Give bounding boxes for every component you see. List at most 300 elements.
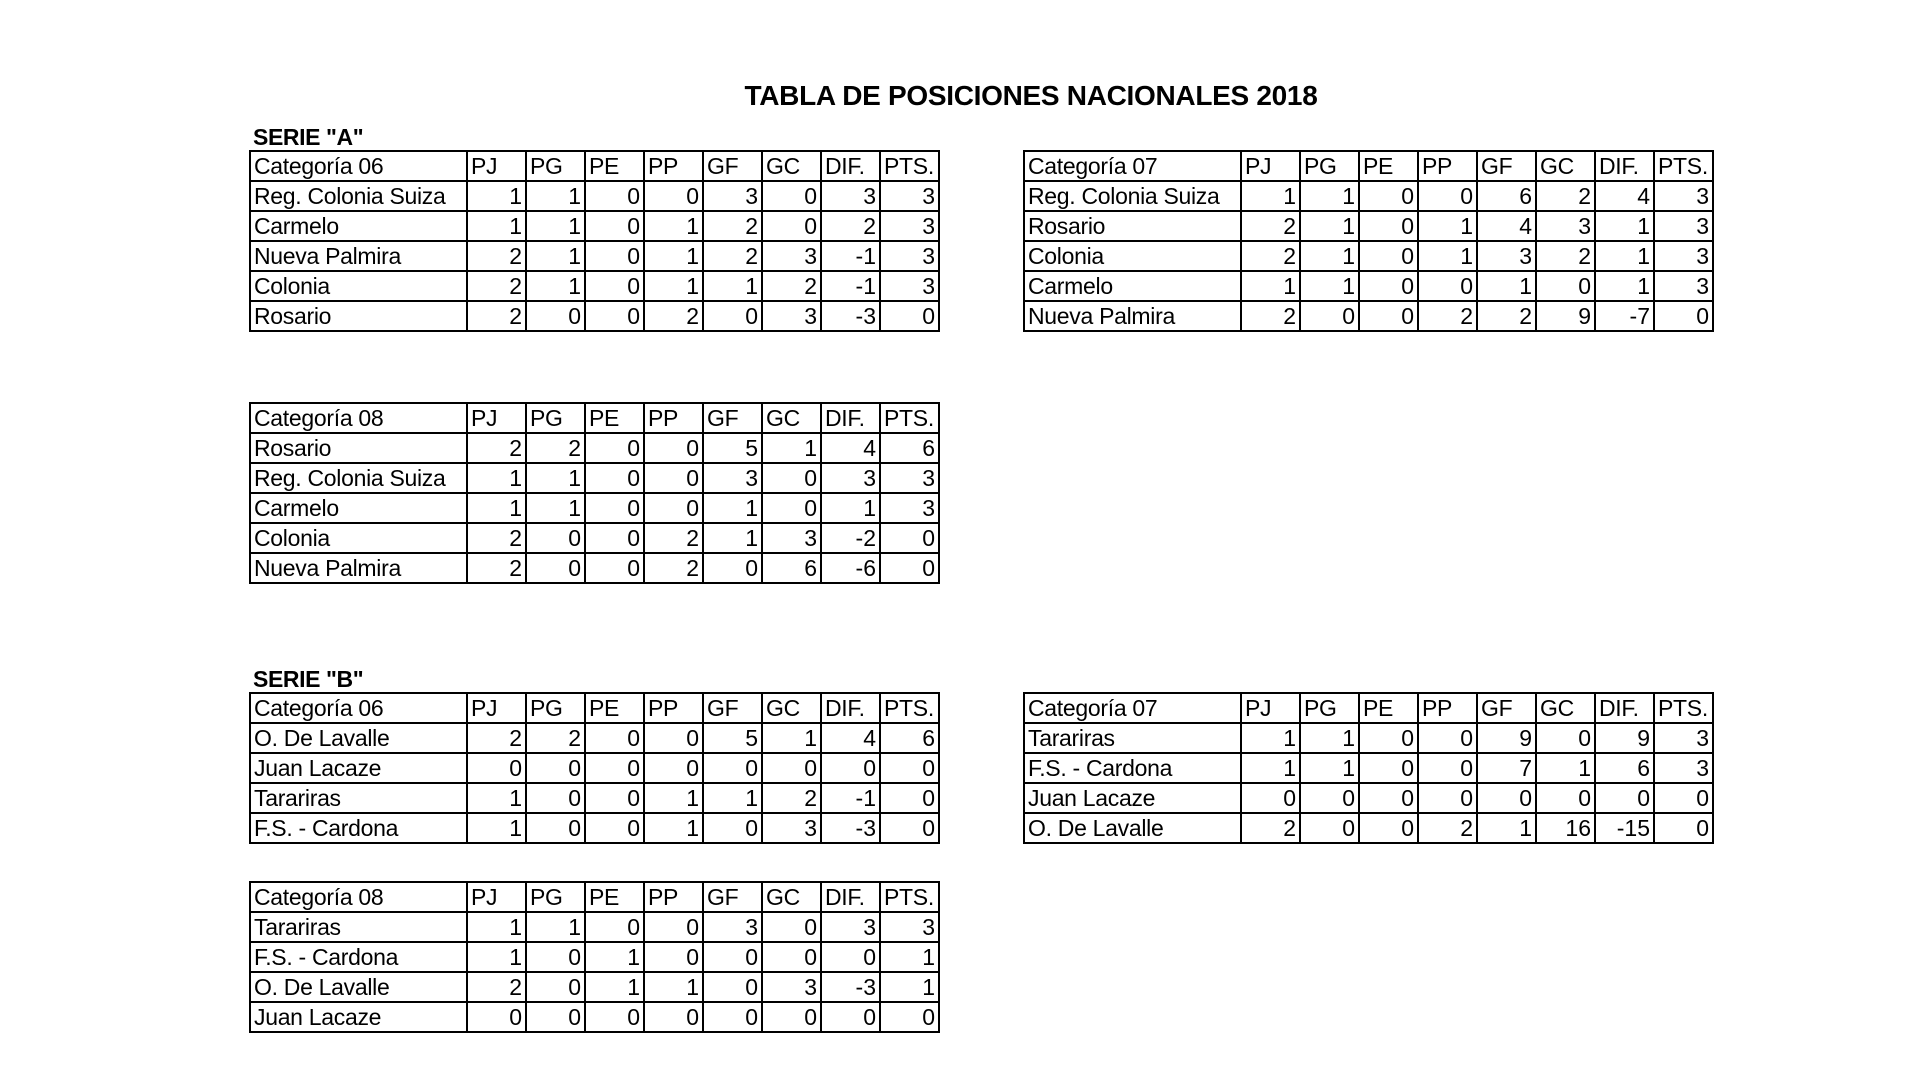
stat-cell: 1 — [644, 241, 703, 271]
stat-cell: 1 — [526, 211, 585, 241]
stat-cell: 2 — [526, 433, 585, 463]
stat-cell: 3 — [1477, 241, 1536, 271]
stat-cell: -1 — [821, 241, 880, 271]
team-name: Reg. Colonia Suiza — [1024, 181, 1241, 211]
stat-cell: 0 — [644, 942, 703, 972]
stat-cell: 1 — [1241, 723, 1300, 753]
stat-cell: 0 — [585, 301, 644, 331]
stat-cell: 3 — [1654, 753, 1713, 783]
column-header: GF — [703, 693, 762, 723]
stat-cell: 0 — [1418, 723, 1477, 753]
stat-cell: 1 — [1595, 241, 1654, 271]
stat-cell: 1 — [585, 972, 644, 1002]
stat-cell: 0 — [1654, 783, 1713, 813]
stat-cell: 0 — [1536, 783, 1595, 813]
column-header: PJ — [467, 403, 526, 433]
column-header: PG — [526, 882, 585, 912]
column-header: DIF. — [821, 151, 880, 181]
stat-cell: 6 — [880, 433, 939, 463]
stat-cell: 3 — [1536, 211, 1595, 241]
stat-cell: 0 — [1359, 211, 1418, 241]
stat-cell: 2 — [467, 553, 526, 583]
stat-cell: 0 — [762, 1002, 821, 1032]
stat-cell: 6 — [880, 723, 939, 753]
stat-cell: 0 — [703, 553, 762, 583]
team-name: O. De Lavalle — [1024, 813, 1241, 843]
column-header: PP — [644, 693, 703, 723]
team-name: Colonia — [1024, 241, 1241, 271]
stat-cell: 0 — [762, 912, 821, 942]
stat-cell: 0 — [1300, 301, 1359, 331]
stat-cell: 0 — [1595, 783, 1654, 813]
stat-cell: 2 — [821, 211, 880, 241]
stat-cell: -2 — [821, 523, 880, 553]
column-header: PP — [1418, 151, 1477, 181]
column-header: PTS. — [1654, 151, 1713, 181]
stat-cell: 3 — [821, 912, 880, 942]
column-header: GF — [703, 151, 762, 181]
table-row — [250, 493, 939, 523]
column-header: PTS. — [1654, 693, 1713, 723]
category-header: Categoría 08 — [250, 403, 467, 433]
stat-cell: 0 — [526, 1002, 585, 1032]
stat-cell: 9 — [1536, 301, 1595, 331]
standings-table-serie-b-cat-07 — [1023, 692, 1714, 844]
stat-cell: 0 — [644, 723, 703, 753]
stat-cell: 1 — [703, 783, 762, 813]
team-name: F.S. - Cardona — [1024, 753, 1241, 783]
stat-cell: 0 — [1654, 301, 1713, 331]
stat-cell: 0 — [585, 1002, 644, 1032]
stat-cell: 0 — [880, 753, 939, 783]
stat-cell: 0 — [703, 753, 762, 783]
stat-cell: 1 — [644, 972, 703, 1002]
table-row — [250, 523, 939, 553]
stat-cell: 1 — [467, 942, 526, 972]
stat-cell: 2 — [644, 523, 703, 553]
team-name: Colonia — [250, 271, 467, 301]
stat-cell: 3 — [1654, 211, 1713, 241]
stat-cell: 1 — [526, 493, 585, 523]
category-header: Categoría 06 — [250, 693, 467, 723]
stat-cell: 1 — [1300, 271, 1359, 301]
stat-cell: 2 — [467, 523, 526, 553]
stat-cell: 2 — [1241, 301, 1300, 331]
page-title-text: TABLA DE POSICIONES NACIONALES 2018 — [744, 80, 1318, 111]
table-row — [1024, 301, 1713, 331]
stat-cell: 3 — [880, 912, 939, 942]
table-row — [250, 181, 939, 211]
stat-cell: 0 — [1359, 301, 1418, 331]
stat-cell: 2 — [467, 972, 526, 1002]
standings-table-serie-b-cat-06 — [249, 692, 940, 844]
stat-cell: 0 — [821, 942, 880, 972]
team-name: Nueva Palmira — [250, 553, 467, 583]
stat-cell: 0 — [762, 211, 821, 241]
table-row — [250, 753, 939, 783]
stat-cell: 0 — [526, 942, 585, 972]
stat-cell: 3 — [1654, 181, 1713, 211]
stat-cell: 1 — [1477, 271, 1536, 301]
column-header: PE — [1359, 693, 1418, 723]
stat-cell: 0 — [585, 912, 644, 942]
stat-cell: 2 — [644, 553, 703, 583]
stat-cell: 0 — [1300, 813, 1359, 843]
team-name: Rosario — [250, 433, 467, 463]
table-row — [1024, 753, 1713, 783]
table-row — [1024, 723, 1713, 753]
stat-cell: 3 — [762, 301, 821, 331]
stat-cell: 1 — [644, 783, 703, 813]
stat-cell: 0 — [1477, 783, 1536, 813]
column-header: DIF. — [821, 693, 880, 723]
stat-cell: 1 — [526, 181, 585, 211]
stat-cell: 1 — [644, 813, 703, 843]
column-header: PTS. — [880, 403, 939, 433]
stat-cell: 0 — [644, 753, 703, 783]
stat-cell: 0 — [526, 783, 585, 813]
stat-cell: 1 — [526, 271, 585, 301]
column-header: PE — [585, 882, 644, 912]
stat-cell: 0 — [1536, 723, 1595, 753]
stat-cell: -15 — [1595, 813, 1654, 843]
serie-a-label: SERIE "A" — [253, 124, 364, 150]
stat-cell: 3 — [821, 463, 880, 493]
team-name: Juan Lacaze — [250, 1002, 467, 1032]
stat-cell: 0 — [1418, 783, 1477, 813]
table-row — [250, 723, 939, 753]
column-header: GF — [1477, 693, 1536, 723]
stat-cell: 0 — [585, 783, 644, 813]
column-header: PP — [644, 151, 703, 181]
team-name: Carmelo — [250, 211, 467, 241]
column-header: PJ — [1241, 693, 1300, 723]
column-header: DIF. — [821, 403, 880, 433]
stat-cell: -3 — [821, 813, 880, 843]
page-title — [0, 80, 1920, 112]
stat-cell: 3 — [762, 241, 821, 271]
stat-cell: 0 — [467, 753, 526, 783]
stat-cell: 0 — [585, 433, 644, 463]
category-header: Categoría 07 — [1024, 693, 1241, 723]
stat-cell: 0 — [585, 813, 644, 843]
stat-cell: 3 — [703, 463, 762, 493]
stat-cell: 0 — [526, 553, 585, 583]
column-header: PE — [585, 151, 644, 181]
stat-cell: 0 — [880, 813, 939, 843]
stat-cell: 1 — [526, 912, 585, 942]
stat-cell: 2 — [1418, 301, 1477, 331]
stat-cell: 1 — [1595, 211, 1654, 241]
team-name: O. De Lavalle — [250, 723, 467, 753]
stat-cell: 0 — [585, 211, 644, 241]
stat-cell: 3 — [880, 241, 939, 271]
stat-cell: 2 — [467, 271, 526, 301]
category-header: Categoría 08 — [250, 882, 467, 912]
column-header: PJ — [1241, 151, 1300, 181]
column-header: PTS. — [880, 693, 939, 723]
category-header: Categoría 07 — [1024, 151, 1241, 181]
table-header-row — [1024, 151, 1713, 181]
team-name: Rosario — [250, 301, 467, 331]
stat-cell: 0 — [703, 813, 762, 843]
table-row — [1024, 271, 1713, 301]
stat-cell: 1 — [1536, 753, 1595, 783]
team-name: Juan Lacaze — [1024, 783, 1241, 813]
stat-cell: 0 — [1300, 783, 1359, 813]
column-header: PE — [1359, 151, 1418, 181]
column-header: PG — [1300, 693, 1359, 723]
team-name: Reg. Colonia Suiza — [250, 181, 467, 211]
stat-cell: 9 — [1477, 723, 1536, 753]
stat-cell: 1 — [526, 241, 585, 271]
stat-cell: 1 — [1477, 813, 1536, 843]
table-header-row — [1024, 693, 1713, 723]
column-header: PJ — [467, 693, 526, 723]
table-header-row — [250, 403, 939, 433]
stat-cell: 3 — [821, 181, 880, 211]
stat-cell: 16 — [1536, 813, 1595, 843]
stat-cell: -7 — [1595, 301, 1654, 331]
table-header-row — [250, 693, 939, 723]
stat-cell: 0 — [1359, 181, 1418, 211]
stat-cell: 0 — [1359, 241, 1418, 271]
stat-cell: 1 — [467, 912, 526, 942]
stat-cell: 0 — [880, 553, 939, 583]
table-row — [1024, 211, 1713, 241]
stat-cell: 0 — [1359, 271, 1418, 301]
stat-cell: 1 — [1300, 211, 1359, 241]
stat-cell: 4 — [1477, 211, 1536, 241]
stat-cell: 0 — [585, 553, 644, 583]
stat-cell: 1 — [880, 972, 939, 1002]
column-header: GC — [762, 693, 821, 723]
table-row — [250, 463, 939, 493]
stat-cell: 2 — [1536, 181, 1595, 211]
stat-cell: 0 — [526, 972, 585, 1002]
team-name: Juan Lacaze — [250, 753, 467, 783]
stat-cell: 3 — [1654, 241, 1713, 271]
team-name: Tarariras — [1024, 723, 1241, 753]
stat-cell: 0 — [1536, 271, 1595, 301]
table-row — [250, 912, 939, 942]
team-name: Carmelo — [250, 493, 467, 523]
stat-cell: 1 — [467, 783, 526, 813]
team-name: F.S. - Cardona — [250, 942, 467, 972]
stat-cell: 1 — [1595, 271, 1654, 301]
standings-table-serie-b-cat-08 — [249, 881, 940, 1033]
column-header: PG — [526, 403, 585, 433]
stat-cell: 2 — [1241, 241, 1300, 271]
stat-cell: 1 — [467, 813, 526, 843]
team-name: Reg. Colonia Suiza — [250, 463, 467, 493]
table-row — [250, 553, 939, 583]
stat-cell: 2 — [762, 783, 821, 813]
stat-cell: 0 — [703, 1002, 762, 1032]
column-header: PG — [526, 151, 585, 181]
team-name: Nueva Palmira — [250, 241, 467, 271]
stat-cell: 3 — [703, 912, 762, 942]
standings-table-serie-a-cat-08 — [249, 402, 940, 584]
column-header: PE — [585, 403, 644, 433]
column-header: DIF. — [821, 882, 880, 912]
stat-cell: 0 — [762, 463, 821, 493]
stat-cell: 0 — [762, 942, 821, 972]
stat-cell: -6 — [821, 553, 880, 583]
stat-cell: 0 — [1418, 271, 1477, 301]
stat-cell: 2 — [467, 723, 526, 753]
stat-cell: 0 — [585, 463, 644, 493]
stat-cell: 0 — [1654, 813, 1713, 843]
stat-cell: 0 — [467, 1002, 526, 1032]
stat-cell: 0 — [644, 433, 703, 463]
stat-cell: 3 — [880, 463, 939, 493]
table-row — [1024, 813, 1713, 843]
team-name: Tarariras — [250, 912, 467, 942]
stat-cell: 1 — [762, 433, 821, 463]
stat-cell: 2 — [467, 433, 526, 463]
stat-cell: 0 — [1241, 783, 1300, 813]
column-header: GF — [1477, 151, 1536, 181]
team-name: Nueva Palmira — [1024, 301, 1241, 331]
column-header: GC — [1536, 151, 1595, 181]
stat-cell: 0 — [585, 241, 644, 271]
stat-cell: 1 — [1241, 271, 1300, 301]
stat-cell: 2 — [1241, 813, 1300, 843]
stat-cell: 1 — [1300, 723, 1359, 753]
table-row — [1024, 783, 1713, 813]
stat-cell: 1 — [1300, 181, 1359, 211]
stat-cell: 1 — [762, 723, 821, 753]
team-name: O. De Lavalle — [250, 972, 467, 1002]
table-row — [250, 301, 939, 331]
standings-table-serie-a-cat-07 — [1023, 150, 1714, 332]
stat-cell: 1 — [467, 493, 526, 523]
stat-cell: 2 — [526, 723, 585, 753]
stat-cell: 0 — [1359, 783, 1418, 813]
stat-cell: 2 — [703, 211, 762, 241]
stat-cell: 3 — [762, 523, 821, 553]
column-header: PG — [1300, 151, 1359, 181]
column-header: GC — [762, 403, 821, 433]
stat-cell: -1 — [821, 271, 880, 301]
stat-cell: 1 — [1418, 241, 1477, 271]
column-header: GF — [703, 882, 762, 912]
stat-cell: 0 — [703, 942, 762, 972]
stat-cell: 3 — [880, 271, 939, 301]
table-row — [250, 211, 939, 241]
column-header: PJ — [467, 151, 526, 181]
table-row — [250, 942, 939, 972]
stat-cell: 1 — [821, 493, 880, 523]
table-row — [250, 813, 939, 843]
stat-cell: 1 — [644, 211, 703, 241]
stat-cell: 3 — [762, 972, 821, 1002]
stat-cell: 2 — [703, 241, 762, 271]
stat-cell: 0 — [703, 972, 762, 1002]
stat-cell: 9 — [1595, 723, 1654, 753]
stat-cell: 0 — [821, 1002, 880, 1032]
stat-cell: 5 — [703, 433, 762, 463]
stat-cell: -3 — [821, 301, 880, 331]
stat-cell: 0 — [1418, 753, 1477, 783]
stat-cell: 1 — [467, 211, 526, 241]
stat-cell: 0 — [821, 753, 880, 783]
column-header: PP — [644, 882, 703, 912]
column-header: GC — [762, 882, 821, 912]
stat-cell: 0 — [644, 1002, 703, 1032]
table-row — [250, 271, 939, 301]
table-row — [1024, 181, 1713, 211]
stat-cell: 1 — [1241, 181, 1300, 211]
stat-cell: 1 — [585, 942, 644, 972]
stat-cell: 0 — [585, 753, 644, 783]
column-header: GC — [762, 151, 821, 181]
stat-cell: 1 — [703, 523, 762, 553]
stat-cell: 2 — [467, 301, 526, 331]
stat-cell: 4 — [1595, 181, 1654, 211]
stat-cell: 7 — [1477, 753, 1536, 783]
column-header: PTS. — [880, 151, 939, 181]
team-name: Rosario — [1024, 211, 1241, 241]
stat-cell: 3 — [703, 181, 762, 211]
standings-table-serie-a-cat-06 — [249, 150, 940, 332]
stat-cell: 1 — [644, 271, 703, 301]
stat-cell: 2 — [1477, 301, 1536, 331]
stat-cell: 2 — [644, 301, 703, 331]
stat-cell: 1 — [526, 463, 585, 493]
stat-cell: 1 — [467, 181, 526, 211]
stat-cell: 0 — [1359, 813, 1418, 843]
stat-cell: 2 — [1418, 813, 1477, 843]
stat-cell: 1 — [467, 463, 526, 493]
stat-cell: 6 — [1477, 181, 1536, 211]
stat-cell: 2 — [467, 241, 526, 271]
stat-cell: 2 — [1536, 241, 1595, 271]
table-row — [1024, 241, 1713, 271]
stat-cell: -1 — [821, 783, 880, 813]
stat-cell: 0 — [1418, 181, 1477, 211]
stat-cell: 1 — [880, 942, 939, 972]
stat-cell: 6 — [762, 553, 821, 583]
column-header: PP — [644, 403, 703, 433]
stat-cell: 3 — [1654, 723, 1713, 753]
table-row — [250, 783, 939, 813]
stat-cell: 0 — [1359, 723, 1418, 753]
column-header: GC — [1536, 693, 1595, 723]
stat-cell: 0 — [526, 753, 585, 783]
stat-cell: 0 — [880, 523, 939, 553]
stat-cell: -3 — [821, 972, 880, 1002]
table-row — [250, 1002, 939, 1032]
team-name: Carmelo — [1024, 271, 1241, 301]
stat-cell: 3 — [880, 211, 939, 241]
column-header: PTS. — [880, 882, 939, 912]
stat-cell: 0 — [526, 813, 585, 843]
stat-cell: 4 — [821, 723, 880, 753]
stat-cell: 0 — [762, 181, 821, 211]
team-name: F.S. - Cardona — [250, 813, 467, 843]
column-header: PP — [1418, 693, 1477, 723]
column-header: DIF. — [1595, 151, 1654, 181]
team-name: Tarariras — [250, 783, 467, 813]
stat-cell: 1 — [1300, 241, 1359, 271]
stat-cell: 3 — [880, 493, 939, 523]
stat-cell: 0 — [585, 493, 644, 523]
serie-b-label: SERIE "B" — [253, 666, 364, 692]
stat-cell: 3 — [762, 813, 821, 843]
stat-cell: 0 — [526, 301, 585, 331]
